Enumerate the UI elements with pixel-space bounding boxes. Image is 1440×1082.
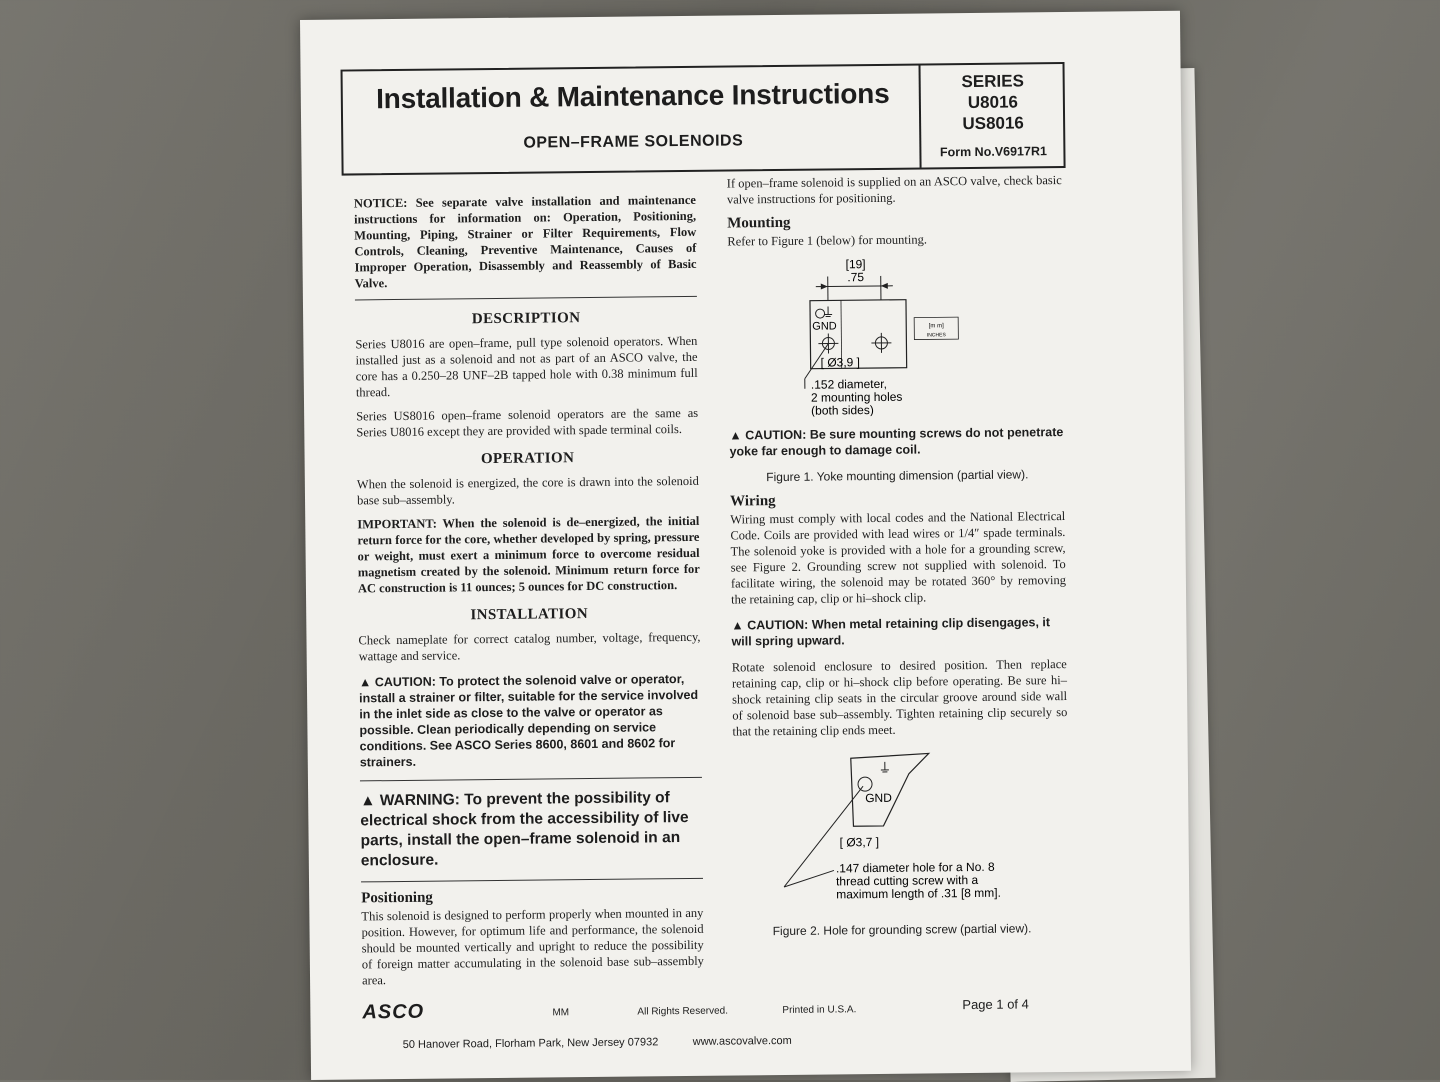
installation-paragraph: Check nameplate for correct catalog number, voltage, frequency, wattage and service.: [358, 629, 700, 665]
document-title: Installation & Maintenance Instructions: [353, 78, 913, 116]
series-label: SERIES: [923, 70, 1063, 92]
important-note: IMPORTANT: When the solenoid is de–energized, the initial return force for the core, whether developed by spring, pressure or weight, must exert a minimum force to overcome residual magnetism created by the solenoid. Minimum return force for AC construction is 11 ounces; 5 ounces for DC construction.: [357, 513, 700, 597]
fig1-hole-mm: [ Ø3,9 ]: [821, 355, 861, 369]
fig1-note-3: (both sides): [811, 403, 874, 418]
footer-mm: MM: [552, 1007, 569, 1018]
operation-heading: OPERATION: [357, 449, 699, 469]
footer-address: 50 Hanover Road, Florham Park, New Jersey 07932: [403, 1036, 659, 1051]
figure-2: [733, 744, 1070, 917]
yoke-mounting-drawing: [728, 254, 1065, 417]
series-us8016: US8016: [923, 112, 1063, 134]
divider: [361, 878, 703, 883]
fig1-dim-mm: [19]: [846, 257, 866, 271]
document-subtitle: OPEN–FRAME SOLENOIDS: [353, 131, 913, 155]
caution-retaining-clip: ▲ CAUTION: When metal retaining clip disengages, it will spring upward.: [731, 614, 1066, 650]
mounting-paragraph: Refer to Figure 1 (below) for mounting.: [727, 230, 1062, 250]
left-column: [354, 192, 704, 997]
rotate-paragraph: Rotate solenoid enclosure to desired position. Then replace retaining cap, clip or hi–shock clip before operating. Be sure hi–shock retaining clip seats in the circular groove around side wall of solenoid base sub–assembly. Tighten retaining clip securely so that the retaining clip ends meet.: [732, 656, 1068, 740]
footer-website: www.ascovalve.com: [693, 1035, 792, 1048]
divider: [355, 296, 697, 301]
positioning-heading: Positioning: [361, 887, 703, 907]
wiring-heading: Wiring: [730, 490, 1065, 510]
positioning-paragraph: This solenoid is designed to perform properly when mounted in any position. However, for optimum life and performance, the solenoid should be mounted vertically and upright to reduce the possibility of foreign matter accumulating in the solenoid base sub–assembly area.: [361, 905, 704, 989]
fig1-note-2: 2 mounting holes: [811, 390, 903, 405]
fig2-gnd-label: GND: [865, 791, 892, 805]
footer-printed: Printed in U.S.A.: [782, 1004, 856, 1016]
series-u8016: U8016: [923, 91, 1063, 113]
divider: [360, 777, 702, 782]
header-divider: [919, 66, 922, 168]
description-heading: DESCRIPTION: [355, 309, 697, 329]
description-paragraph-2: Series US8016 open–frame solenoid operators are the same as Series U8016 except they are provided with spade terminal coils.: [356, 405, 698, 441]
fig2-note-2: thread cutting screw with a: [836, 873, 979, 888]
form-number: Form No.V6917R1: [923, 144, 1063, 159]
caution-mounting-screws: ▲ CAUTION: Be sure mounting screws do not penetrate yoke far enough to damage coil.: [729, 424, 1064, 460]
fig2-note-3: maximum length of .31 [8 mm].: [836, 886, 1001, 902]
fig1-legend-inches: INCHES: [927, 332, 947, 338]
footer-rights: All Rights Reserved.: [637, 1006, 728, 1018]
header-box: [341, 62, 1066, 176]
caution-strainer: ▲ CAUTION: To protect the solenoid valve or operator, install a strainer or filter, suitable for the service involved in the inlet side as close to the valve or operator as possible. Clean periodically depending on service conditions. See ASCO Series 8600, 8601 and 8602 for strainers.: [359, 671, 702, 771]
instruction-sheet: [300, 11, 1191, 1080]
notice-text: NOTICE: See separate valve installation and maintenance instructions for information on: Operation, Positioning, Mounting, Piping, Strainer or Filter Requirements, Flow Controls, Cleaning, Preventive Maintenance, Causes of Improper Operation, Disassembly and Reassembly of Basic Valve.: [354, 192, 697, 292]
right-column: [727, 172, 1070, 947]
page-number: Page 1 of 4: [962, 996, 1029, 1012]
figure-2-caption: Figure 2. Hole for grounding screw (partial view).: [734, 920, 1069, 940]
series-block: [923, 70, 1064, 134]
wiring-paragraph: Wiring must comply with local codes and the National Electrical Code. Coils are provided with lead wires or 1/4″ spade terminals. The solenoid yoke is provided with a hole for a grounding screw, see Figure 2. Grounding screw not supplied with solenoid. To facilitate wiring, the solenoid may be rotated 360° by removing the retaining cap, clip or hi–shock clip.: [730, 508, 1066, 608]
warning-shock: ▲ WARNING: To prevent the possibility of electrical shock from the accessibility of live parts, install the open–frame solenoid in an enclosure.: [360, 788, 703, 872]
fig1-gnd-label: GND: [812, 320, 837, 332]
intro-paragraph: If open–frame solenoid is supplied on an ASCO valve, check basic valve instructions for positioning.: [727, 172, 1062, 208]
fig2-hole-mm: [ Ø3,7 ]: [840, 835, 880, 849]
mounting-heading: Mounting: [727, 212, 1062, 232]
asco-logo: ASCO: [362, 1001, 424, 1025]
fig2-note-1: .147 diameter hole for a No. 8: [836, 860, 995, 876]
installation-heading: INSTALLATION: [358, 605, 700, 625]
fig1-note-1: .152 diameter,: [811, 377, 887, 392]
fig1-dim-in: .75: [847, 270, 864, 284]
figure-1: [728, 254, 1065, 417]
fig1-legend-mm: [m m]: [929, 323, 944, 329]
description-paragraph-1: Series U8016 are open–frame, pull type solenoid operators. When installed just as a solenoid and not as part of an ASCO valve, the core has a 0.250–28 UNF–2B tapped hole with 0.38 minimum full thread.: [355, 333, 698, 401]
operation-paragraph: When the solenoid is energized, the core is drawn into the solenoid base sub–assembly.: [357, 473, 699, 509]
figure-1-caption: Figure 1. Yoke mounting dimension (partial view).: [730, 466, 1065, 486]
grounding-hole-drawing: [733, 744, 1070, 917]
